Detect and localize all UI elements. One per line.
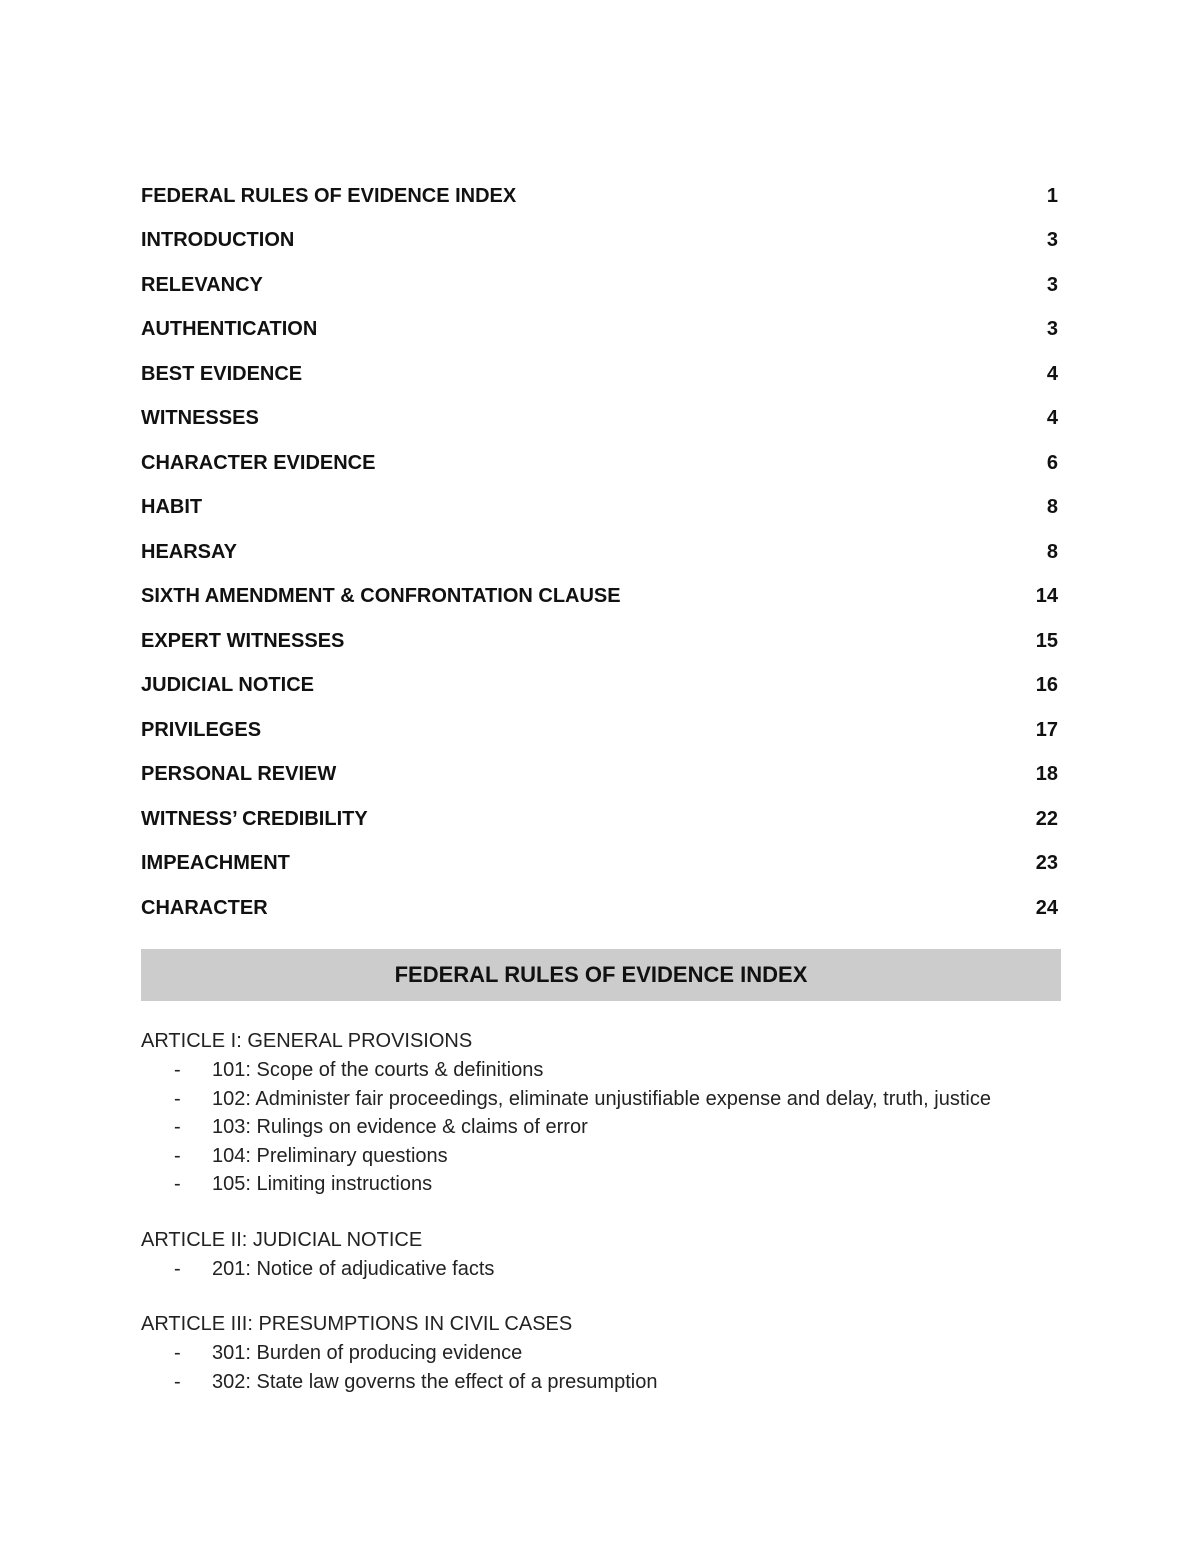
list-dash-marker: - (174, 1342, 181, 1364)
toc-entry-title: RELEVANCY (141, 273, 263, 296)
toc-entry-page: 3 (1046, 229, 1058, 252)
toc-entry-page: 23 (1035, 852, 1058, 875)
toc-entry-title: FEDERAL RULES OF EVIDENCE INDEX (141, 184, 517, 207)
list-dash-marker: - (174, 1087, 181, 1110)
toc-entry-page: 6 (1046, 451, 1058, 474)
rule-text: 105: Limiting instructions (212, 1173, 433, 1195)
article-heading: ARTICLE II: JUDICIAL NOTICE (141, 1228, 423, 1251)
list-dash-marker: - (174, 1144, 181, 1167)
toc-entry[interactable] (141, 886, 1061, 931)
article-block (141, 1027, 1081, 1199)
toc-entry[interactable] (141, 575, 1061, 620)
toc-entry-page: 24 (1035, 896, 1058, 919)
toc-entry[interactable] (141, 263, 1061, 308)
article-heading: ARTICLE III: PRESUMPTIONS IN CIVIL CASES (141, 1313, 573, 1335)
rule-text: 101: Scope of the courts & definitions (212, 1059, 544, 1081)
list-dash-marker: - (174, 1059, 181, 1081)
rule-item (141, 1113, 1081, 1142)
toc-entry-title: AUTHENTICATION (141, 318, 318, 341)
rule-item (141, 1368, 1081, 1397)
rule-text: 301: Burden of producing evidence (212, 1342, 523, 1364)
article-block (141, 1226, 1081, 1284)
rule-item (141, 1085, 1081, 1114)
toc-entry-page: 22 (1035, 807, 1058, 830)
toc-entry-page: 15 (1035, 629, 1058, 652)
toc-entry-title: INTRODUCTION (141, 229, 295, 252)
toc-entry-page: 14 (1035, 585, 1058, 608)
rule-text: 102: Administer fair proceedings, eliminate unjustifiable expense and delay, truth, justice (212, 1087, 991, 1110)
list-dash-marker: - (174, 1116, 181, 1138)
toc-entry-title: HABIT (141, 496, 203, 519)
toc-entry-title: IMPEACHMENT (141, 852, 290, 875)
rule-text: 201: Notice of adjudicative facts (212, 1257, 495, 1280)
toc-entry[interactable] (141, 397, 1061, 442)
toc-entry[interactable] (141, 842, 1061, 887)
rule-item (141, 1255, 1081, 1284)
toc-entry[interactable] (141, 441, 1061, 486)
table-of-contents (141, 174, 1061, 931)
list-dash-marker: - (174, 1370, 181, 1393)
toc-entry[interactable] (141, 308, 1061, 353)
toc-entry-title: WITNESSES (141, 407, 259, 430)
rule-list (141, 1339, 1081, 1396)
toc-entry[interactable] (141, 352, 1061, 397)
toc-entry-title: BEST EVIDENCE (141, 362, 303, 385)
toc-entry-title: WITNESS’ CREDIBILITY (141, 807, 368, 830)
toc-entry[interactable] (141, 708, 1061, 753)
rule-list (141, 1056, 1081, 1199)
toc-entry-page: 17 (1035, 718, 1058, 741)
toc-entry-page: 1 (1046, 184, 1058, 207)
rule-item (141, 1339, 1081, 1368)
toc-entry-title: EXPERT WITNESSES (141, 629, 345, 652)
toc-entry-title: CHARACTER (141, 896, 268, 919)
rule-item (141, 1170, 1081, 1199)
toc-entry[interactable] (141, 486, 1061, 531)
rule-item (141, 1142, 1081, 1171)
section-heading: FEDERAL RULES OF EVIDENCE INDEX (394, 962, 808, 987)
toc-entry-title: CHARACTER EVIDENCE (141, 451, 376, 474)
toc-entry[interactable] (141, 219, 1061, 264)
toc-entry[interactable] (141, 797, 1061, 842)
toc-entry-page: 3 (1046, 318, 1058, 341)
toc-entry[interactable] (141, 174, 1061, 219)
toc-entry-title: PRIVILEGES (141, 718, 262, 741)
rule-item (141, 1056, 1081, 1085)
toc-entry-page: 4 (1046, 407, 1058, 430)
list-dash-marker: - (174, 1173, 181, 1195)
toc-entry-title: JUDICIAL NOTICE (141, 674, 314, 697)
article-block (141, 1310, 1081, 1396)
section-heading-banner (141, 949, 1061, 1001)
toc-entry-title: SIXTH AMENDMENT & CONFRONTATION CLAUSE (141, 585, 621, 608)
toc-entry-page: 8 (1046, 496, 1058, 519)
toc-entry[interactable] (141, 753, 1061, 798)
rule-list (141, 1255, 1081, 1284)
toc-entry-title: PERSONAL REVIEW (141, 763, 337, 786)
rule-text: 104: Preliminary questions (212, 1144, 448, 1167)
toc-entry-page: 4 (1046, 362, 1058, 385)
toc-entry[interactable] (141, 619, 1061, 664)
toc-entry[interactable] (141, 530, 1061, 575)
rule-text: 302: State law governs the effect of a presumption (212, 1370, 658, 1393)
list-dash-marker: - (174, 1257, 181, 1280)
toc-entry-page: 16 (1035, 674, 1058, 697)
toc-entry[interactable] (141, 664, 1061, 709)
toc-entry-page: 8 (1046, 540, 1058, 563)
toc-entry-page: 18 (1035, 763, 1058, 786)
article-heading: ARTICLE I: GENERAL PROVISIONS (141, 1030, 473, 1052)
toc-entry-page: 3 (1046, 273, 1058, 296)
articles-list (141, 1027, 1081, 1423)
rule-text: 103: Rulings on evidence & claims of error (212, 1116, 588, 1138)
toc-entry-title: HEARSAY (141, 540, 237, 563)
